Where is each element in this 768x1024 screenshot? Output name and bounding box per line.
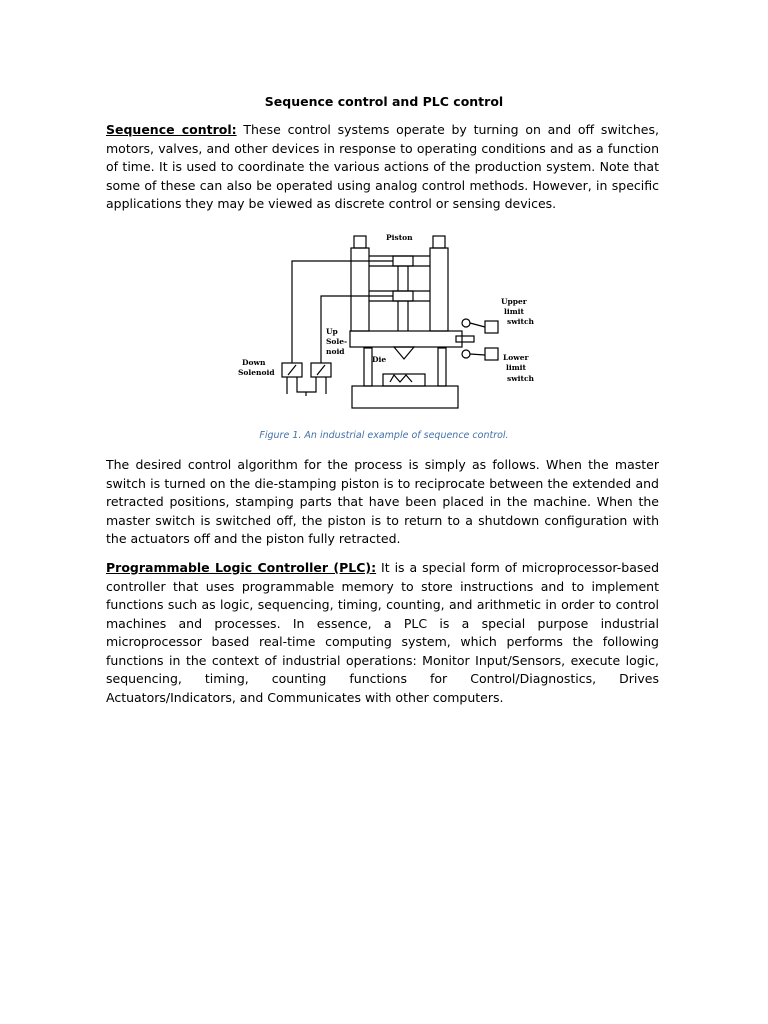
right-rail xyxy=(438,348,446,386)
label-upper-3: switch xyxy=(507,317,535,326)
paragraph-text: The desired control algorithm for the process is simply as follows. When the master switch is turned on the die-stamping piston is to reciprocate between the extended and retracted positions, stamping parts that have been placed in the machine. When the master switch is switched off, the piston is to return to a shutdown configuration with the actuators off and the piston fully retracted. xyxy=(106,457,659,546)
left-cylinder-cap xyxy=(354,236,366,248)
piston-lower-valve xyxy=(393,291,413,301)
paragraph-plc xyxy=(106,559,659,707)
page-title: Sequence control and PLC control xyxy=(264,94,504,109)
die-block xyxy=(383,374,425,386)
paragraph-lead: Sequence control: xyxy=(106,122,237,137)
stamped-part xyxy=(390,375,412,382)
right-cylinder xyxy=(430,248,448,331)
label-upper-1: Upper xyxy=(501,297,527,306)
ram-rod xyxy=(456,336,474,342)
lower-limit-switch xyxy=(485,348,498,360)
label-die: Die xyxy=(372,355,387,364)
label-lower-3: switch xyxy=(507,374,535,383)
piston-upper-valve xyxy=(393,256,413,266)
paragraph-text: It is a special form of microprocessor-based controller that uses programmable memory to store instructions and to implement functions such as logic, sequencing, timing, counting, and arithmetic in order to control machines and processes. In essence, a PLC is a special purpose industrial microprocessor based real-time computing system, which performs the following functions in the context of industrial operations: Monitor Input/Sensors, execute logic, sequencing, timing, counting functions for Control/Diagnostics, Drives Actuators/Indicators, and Communicates with other computers. xyxy=(106,560,660,705)
label-up-3: noid xyxy=(326,347,345,356)
press-base xyxy=(352,386,458,408)
upper-switch-contact xyxy=(462,319,470,327)
sequence-control-diagram xyxy=(230,226,540,416)
punch xyxy=(394,347,414,359)
right-cylinder-cap xyxy=(433,236,445,248)
left-rail xyxy=(364,348,372,386)
paragraph-lead: Programmable Logic Controller (PLC): xyxy=(106,560,377,575)
lower-switch-contact xyxy=(462,350,470,358)
press-ram xyxy=(350,331,462,347)
paragraph-text: These control systems operate by turning on and off switches, motors, valves, and other devices in response to operating conditions and as a function of time. It is used to coordinate the various actions of the production system. Note that some of these can also be operated using analog control methods. However, in specific applications they may be viewed as discrete control or sensing devices. xyxy=(106,122,659,211)
press-diagram-svg xyxy=(230,226,540,416)
paragraph-control-algorithm xyxy=(106,456,659,549)
figure-caption: Figure 1. An industrial example of sequence control. xyxy=(259,430,509,441)
label-down-1: Down xyxy=(242,358,266,367)
label-upper-2: limit xyxy=(504,307,524,316)
label-up-1: Up xyxy=(326,327,338,336)
label-piston: Piston xyxy=(386,233,413,242)
label-lower-2: limit xyxy=(506,363,526,372)
label-up-2: Sole- xyxy=(326,337,348,346)
upper-limit-switch xyxy=(485,321,498,333)
paragraph-sequence-control xyxy=(106,121,659,214)
label-lower-1: Lower xyxy=(503,353,529,362)
label-down-2: Solenoid xyxy=(238,368,275,377)
